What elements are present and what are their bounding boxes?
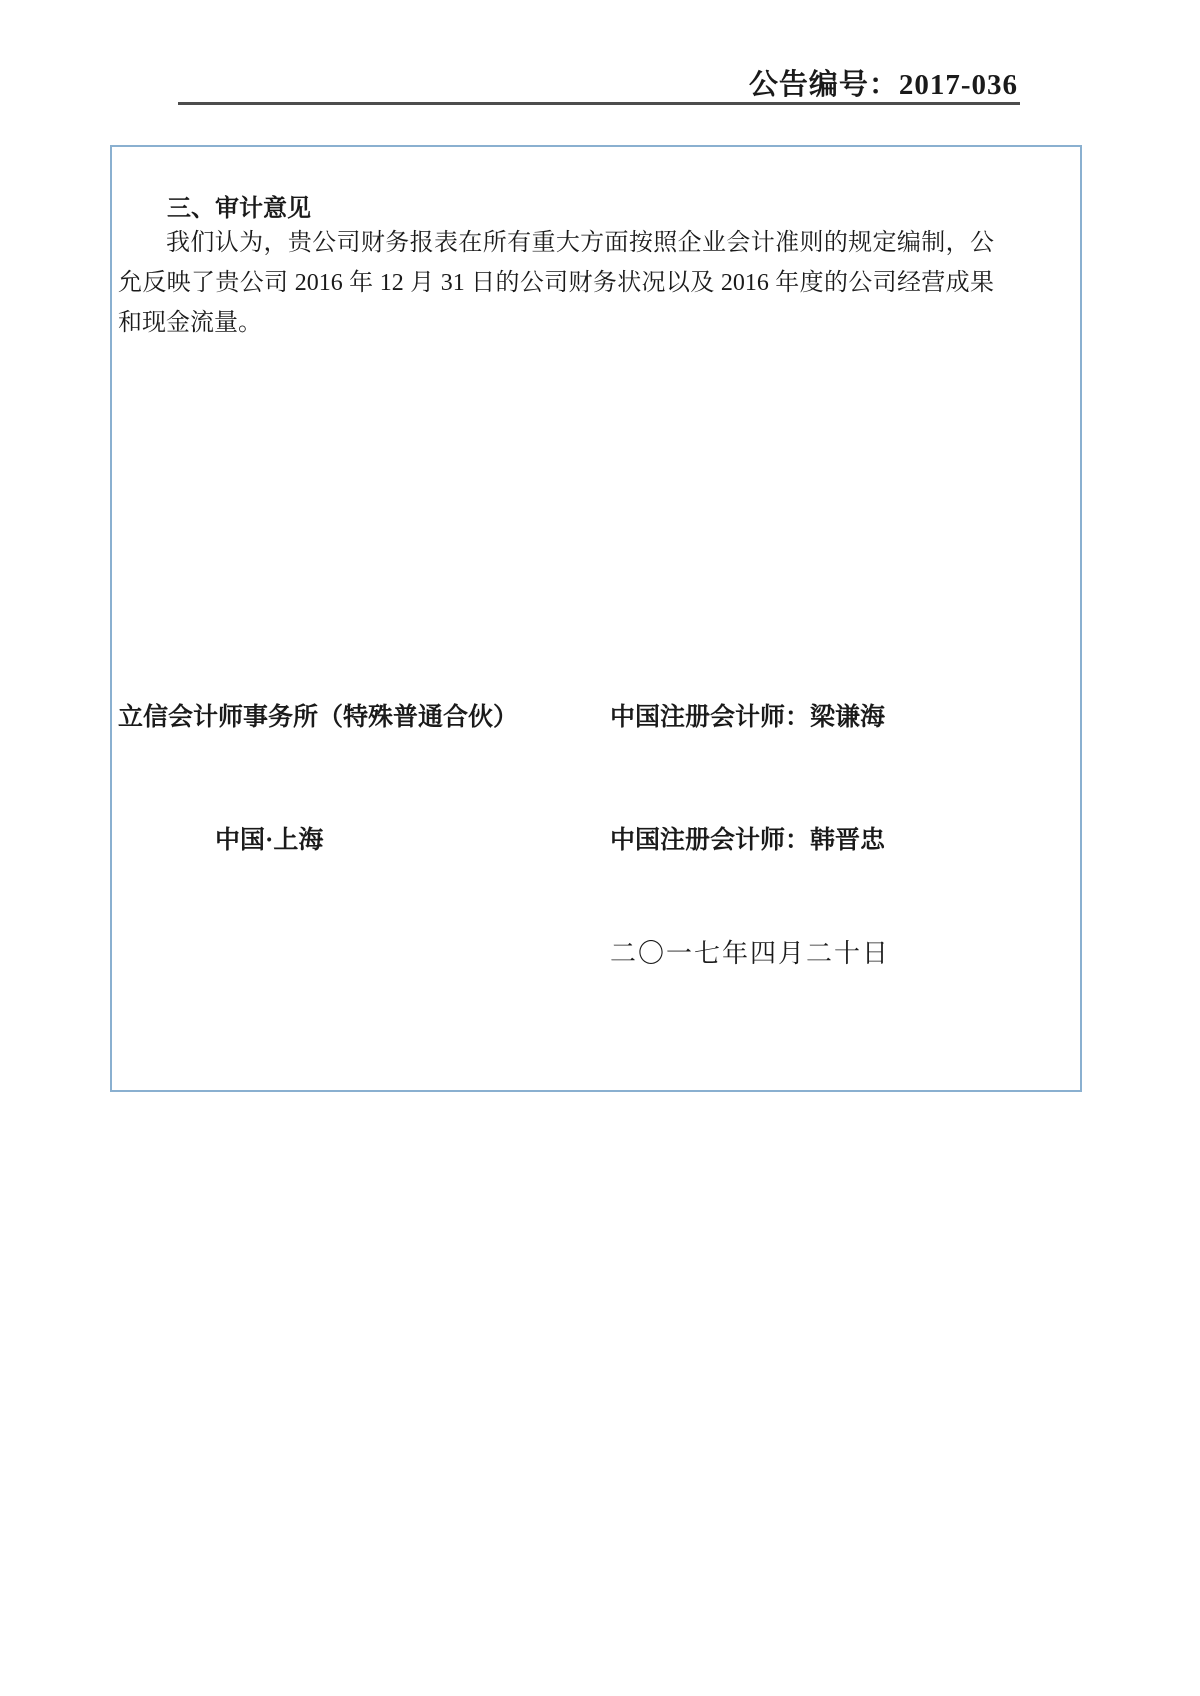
signature-accountant-2: 中国注册会计师：韩晋忠	[610, 827, 886, 854]
signature-accountant-1: 中国注册会计师：梁谦海	[610, 704, 886, 731]
signature-firm-name: 立信会计师事务所（特殊普通合伙）	[118, 704, 519, 731]
announcement-number: 公告编号：2017-036	[748, 69, 1018, 101]
section-heading: 三、审计意见	[167, 196, 311, 222]
signature-firm-location: 中国·上海	[215, 827, 324, 854]
audit-opinion-box	[110, 145, 1082, 1092]
signature-date: 二〇一七年四月二十日	[610, 939, 891, 968]
opinion-paragraph: 我们认为，贵公司财务报表在所有重大方面按照企业会计准则的规定编制，公允反映了贵公司 2016 年 12 月 31 日的公司财务状况以及 2016 年度的公司经营成果和现金流量。	[118, 230, 994, 336]
header-divider	[178, 102, 1020, 105]
